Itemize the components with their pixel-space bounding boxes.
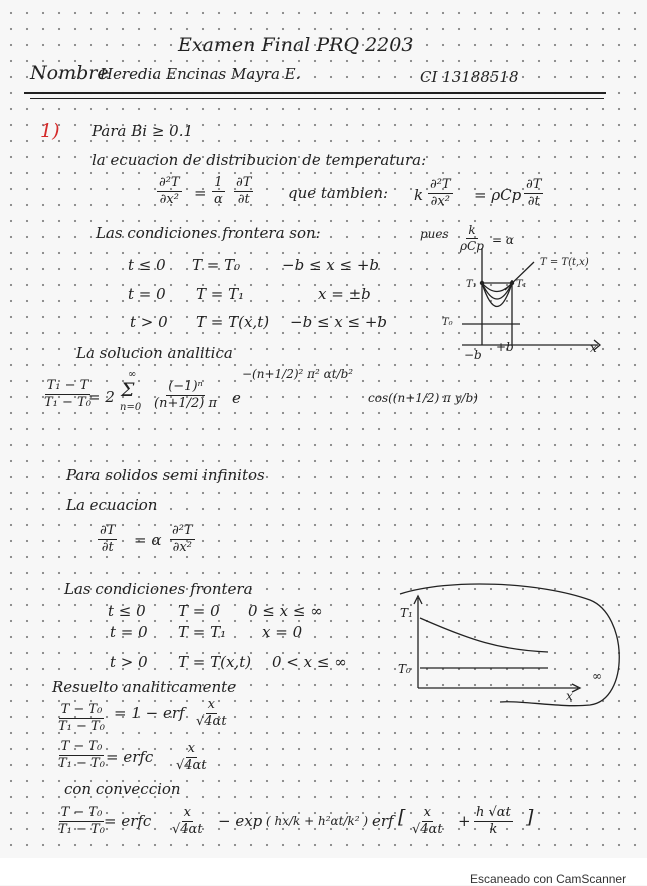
eq1-rhs-den: ∂t (237, 191, 250, 207)
problem-condition: Para Bi ≥ 0.1 (92, 122, 194, 140)
r1-arg-num: x (207, 697, 215, 712)
graph1-x-label: x (590, 341, 597, 355)
r3-erf-arg1-num: x (423, 805, 431, 820)
sol-exponent: −(n+1/2)² π² αt/b² (242, 367, 354, 381)
sol-term-num: (−1)ⁿ (168, 379, 203, 394)
sum-bottom: n=0 (120, 402, 142, 413)
sum-top: ∞ (128, 369, 137, 380)
r3-bracket-open: [ (398, 806, 406, 828)
sol-e: e (232, 389, 241, 407)
bc2-row2-range: x = 0 (262, 623, 303, 641)
semi-lhs-num: ∂T (100, 523, 116, 538)
bc3-time: t > 0 (130, 313, 168, 331)
r2-arg (174, 742, 209, 772)
r3-erf-arg1 (410, 806, 445, 836)
bc2-row3-temp: T = T(x,t) (178, 653, 252, 671)
r2-arg-num: x (187, 741, 195, 756)
bc1-range: −b ≤ x ≤ +b (282, 256, 380, 274)
eq1-equals: = (194, 184, 207, 202)
r2-rhs: = erfc (106, 748, 154, 766)
bc2-time: t = 0 (128, 285, 166, 303)
graph1-t1-left: T₁ (466, 279, 477, 290)
bc2-row1-time: t ≤ 0 (108, 602, 146, 620)
bc2-row3-range: 0 < x ≤ ∞ (272, 653, 347, 671)
also-text: que tambien: (288, 184, 389, 202)
r3-erf-arg2-num: h √αt (476, 805, 511, 820)
student-name: Heredia Encinas Mayra E. (100, 65, 301, 83)
bc2-intro: Las condiciones frontera (64, 580, 253, 598)
graph1-dot-right (510, 281, 514, 285)
semi-rhs (170, 524, 195, 554)
bc2-row1-range: 0 ≤ x ≤ ∞ (248, 602, 323, 620)
r3-lhs-den: T₁ − T₀ (58, 821, 105, 837)
pues-text: pues (420, 227, 449, 241)
graph1-curve-2 (482, 283, 512, 299)
r1-rhs: = 1 − erf (114, 704, 185, 722)
r3-lhs-num: T − T₀ (60, 805, 103, 820)
semi-lhs-den: ∂t (101, 539, 114, 555)
eq2-rhs-frac (524, 178, 543, 208)
bc2-range: x = ±b (318, 285, 371, 303)
r3-erf-arg2-den: k (489, 821, 498, 837)
semi-eq-intro: La ecuacion (66, 496, 158, 514)
convection-heading: con conveccion (64, 780, 181, 798)
pues-num: k (468, 223, 476, 237)
bc2-row3-time: t > 0 (110, 653, 148, 671)
student-ci: CI 13188518 (420, 68, 519, 86)
graph2-x-arrow (572, 684, 580, 692)
r3-bracket-close: ] (526, 806, 534, 828)
graph1-curve-3 (482, 283, 512, 292)
bc2-row1-temp: T = 0 (178, 602, 220, 620)
equation-intro: la ecuacion de distribucion de temperatura: (92, 151, 427, 169)
r1-lhs-num: T − T₀ (60, 702, 103, 717)
solution-intro: La solucion analitica (76, 344, 233, 362)
graph2-decay-curve (420, 618, 548, 652)
r3-erf-arg2 (474, 806, 513, 836)
r3-erf: erf (372, 812, 394, 830)
problem-number: 1) (40, 120, 60, 142)
bc3-range: −b ≤ x ≤ +b (290, 313, 388, 331)
eq2-lhs-den: ∂x² (430, 193, 450, 209)
bc2-row2-temp: T = T₁ (178, 623, 227, 641)
graph1-dot-left (480, 281, 484, 285)
semi-rhs-num: ∂²T (172, 523, 193, 538)
r3-erf-arg1-den: √4αt (412, 821, 443, 837)
eq1-lhs-den: ∂x² (159, 191, 179, 207)
solved-heading: Resuelto analiticamente (52, 678, 237, 696)
r1-arg (194, 698, 229, 728)
graph2-y-arrow (414, 596, 422, 604)
semi-rhs-den: ∂x² (172, 539, 192, 555)
bc-intro: Las condiciones frontera son: (96, 224, 321, 242)
header-divider-thin (30, 98, 604, 99)
eq2-rhs-den: ∂t (527, 193, 540, 209)
bc1-temp: T = T₀ (192, 256, 241, 274)
r3-arg (170, 806, 205, 836)
sol-equals: = 2 (88, 388, 115, 406)
bc2-row2-time: t = 0 (110, 623, 148, 641)
semi-intro: Para solidos semi infinitos (66, 466, 265, 484)
scanner-footer: Escaneado con CamScanner (470, 872, 627, 886)
eq2-k: k (414, 186, 424, 204)
semi-lhs (98, 524, 117, 554)
graph2-x-label: x (566, 689, 573, 703)
pues-rhs: = α (492, 233, 514, 247)
bc2-temp: T = T₁ (196, 285, 245, 303)
graph1-t1-right: T₁ (516, 279, 527, 290)
eq2-lhs-num: ∂²T (430, 177, 451, 192)
r3-arg-num: x (183, 805, 191, 820)
graph1-plus-b: +b (496, 340, 514, 354)
exam-title: Examen Final PRQ 2203 (178, 34, 414, 56)
eq1-rhs (234, 176, 253, 206)
sol-cos: cos((n+1/2) π y/b) (368, 391, 478, 405)
sol-lhs (42, 379, 93, 409)
eq1-lhs (157, 176, 182, 206)
r3-erfc: = erfc (104, 812, 152, 830)
r3-arg-den: √4αt (172, 821, 203, 837)
eq2-lhs (428, 178, 453, 208)
eq1-mid (212, 176, 225, 206)
eq1-mid-den: α (214, 191, 223, 207)
name-label: Nombre (30, 62, 109, 84)
graph2-t1: T₁ (400, 606, 413, 620)
bc3-temp: T = T(x,t) (196, 313, 270, 331)
r3-plus: + (458, 812, 471, 830)
r1-arg-den: √4αt (196, 713, 227, 729)
graph1-t0: T₀ (442, 317, 453, 328)
graph2-t0: T₀ (398, 662, 411, 676)
sol-lhs-num: T₁ − T (46, 378, 89, 393)
eq2-rhs-num: ∂T (526, 177, 542, 192)
eq2-rhs: = ρCp (474, 186, 522, 204)
r1-lhs (56, 703, 107, 733)
eq1-rhs-num: ∂T (236, 175, 252, 190)
graph1-minus-b: −b (464, 348, 482, 362)
graph2-enclosing-stroke (400, 584, 619, 706)
sol-term-den: (n+1/2) π (154, 395, 218, 411)
graph1-curve-label: T = T(t,x) (540, 257, 589, 268)
r3-exp: − exp (218, 812, 263, 830)
graph1-curve-1 (482, 283, 512, 307)
graph2-infinity: ∞ (592, 669, 602, 683)
bc1-time: t ≤ 0 (128, 256, 166, 274)
sum-symbol: Σ (121, 379, 135, 401)
pues-frac (458, 224, 486, 252)
header-divider (24, 92, 606, 94)
sol-lhs-den: T₁ − T₀ (44, 394, 91, 410)
r2-lhs-den: T₁ − T₀ (58, 755, 105, 771)
r2-lhs (56, 740, 107, 770)
r2-arg-den: √4αt (176, 757, 207, 773)
eq1-mid-num: 1 (214, 175, 223, 190)
eq1-lhs-num: ∂²T (159, 175, 180, 190)
r3-exp-arg: ( hx/k + h²αt/k² ) (266, 814, 369, 828)
pues-den: ρCp (460, 238, 484, 253)
semi-mid: = α (134, 531, 162, 549)
r1-lhs-den: T₁ − T₀ (58, 718, 105, 734)
sol-term (152, 380, 219, 410)
r2-lhs-num: T − T₀ (60, 739, 103, 754)
r3-lhs (56, 806, 107, 836)
